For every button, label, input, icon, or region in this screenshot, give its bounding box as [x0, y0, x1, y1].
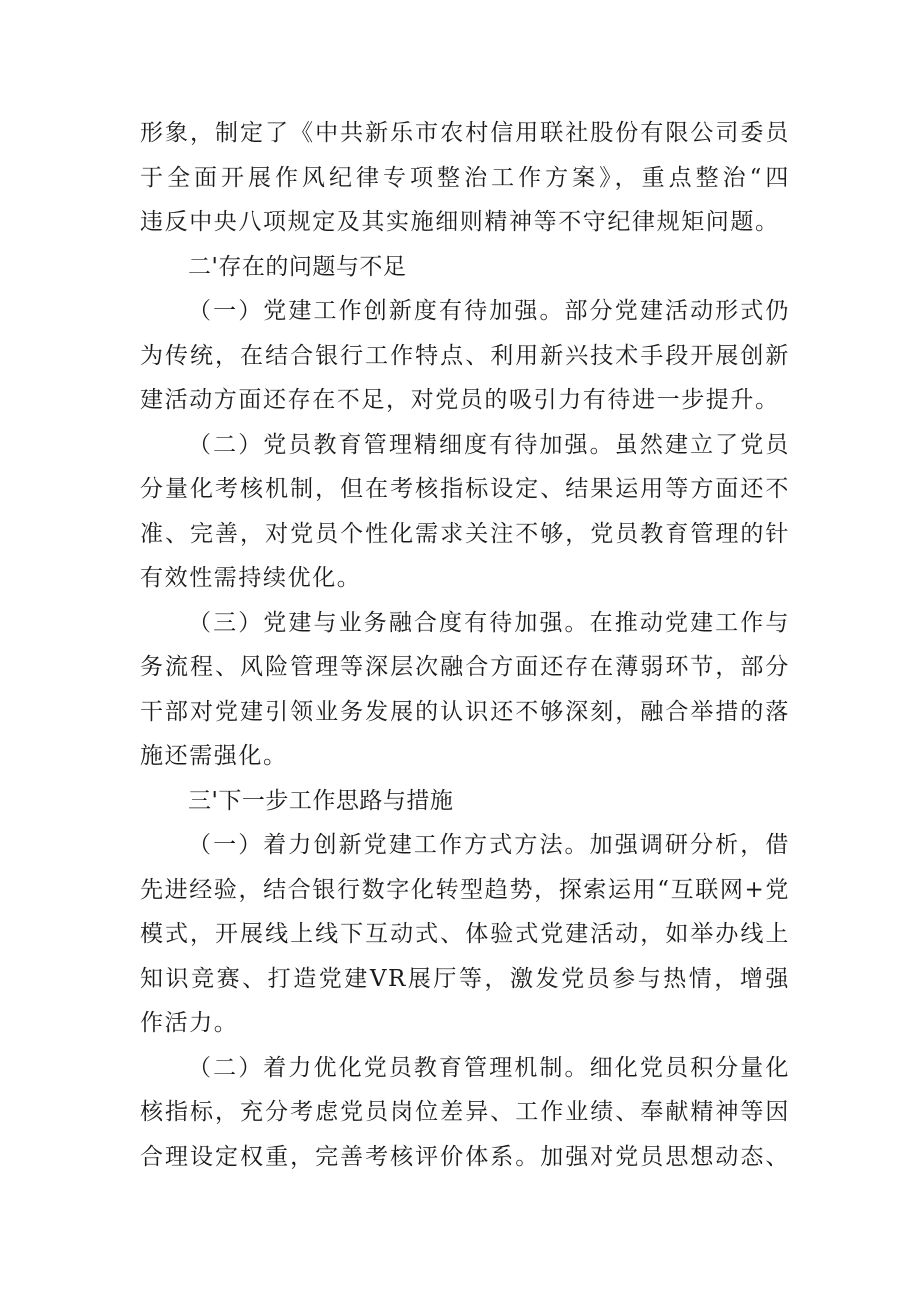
text-line: 为传统，在结合银行工作特点、利用新兴技术手段开展创新: [140, 343, 790, 369]
section-heading: 三'下一步工作思路与措施: [188, 788, 454, 814]
text-line: 有效性需持续优化。: [140, 565, 362, 591]
text-line: 建活动方面还存在不足，对党员的吸引力有待进一步提升。: [140, 387, 780, 413]
text-line: 形象，制定了《中共新乐市农村信用联社股份有限公司委员: [140, 120, 790, 146]
text-line: 施还需强化。: [140, 743, 288, 769]
text-line: （三）党建与业务融合度有待加强。在推动党建工作与: [188, 610, 790, 636]
text-line: 违反中央八项规定及其实施细则精神等不守纪律规矩问题。: [140, 209, 780, 235]
text-line: （一）党建工作创新度有待加强。部分党建活动形式仍: [188, 298, 790, 324]
text-line: 干部对党建引领业务发展的认识还不够深刻，融合举措的落: [140, 699, 790, 725]
text-line: 分量化考核机制，但在考核指标设定、结果运用等方面还不: [140, 476, 790, 502]
text-line: （二）党员教育管理精细度有待加强。虽然建立了党员: [188, 432, 790, 458]
text-line: （二）着力优化党员教育管理机制。细化党员积分量化: [188, 1055, 790, 1081]
text-line: 于全面开展作风纪律专项整治工作方案》，重点整治“四: [140, 165, 790, 191]
text-line: （一）着力创新党建工作方式方法。加强调研分析，借: [188, 832, 790, 858]
text-line: 先进经验，结合银行数字化转型趋势，探索运用“互联网+党: [140, 877, 790, 903]
text-line: 核指标，充分考虑党员岗位差异、工作业绩、奉献精神等因: [140, 1099, 790, 1125]
text-line: 作活力。: [140, 1010, 239, 1036]
text-line: 合理设定权重，完善考核评价体系。加强对党员思想动态、: [140, 1144, 790, 1170]
text-line: 准、完善，对党员个性化需求关注不够，党员教育管理的针: [140, 521, 790, 547]
text-line: 模式，开展线上线下互动式、体验式党建活动，如举办线上: [140, 921, 790, 947]
text-line: 务流程、风险管理等深层次融合方面还存在薄弱环节，部分: [140, 654, 790, 680]
section-heading: 二'存在的问题与不足: [188, 254, 407, 280]
text-line: 知识竞赛、打造党建VR展厅等，激发党员参与热情，增强: [140, 966, 790, 992]
